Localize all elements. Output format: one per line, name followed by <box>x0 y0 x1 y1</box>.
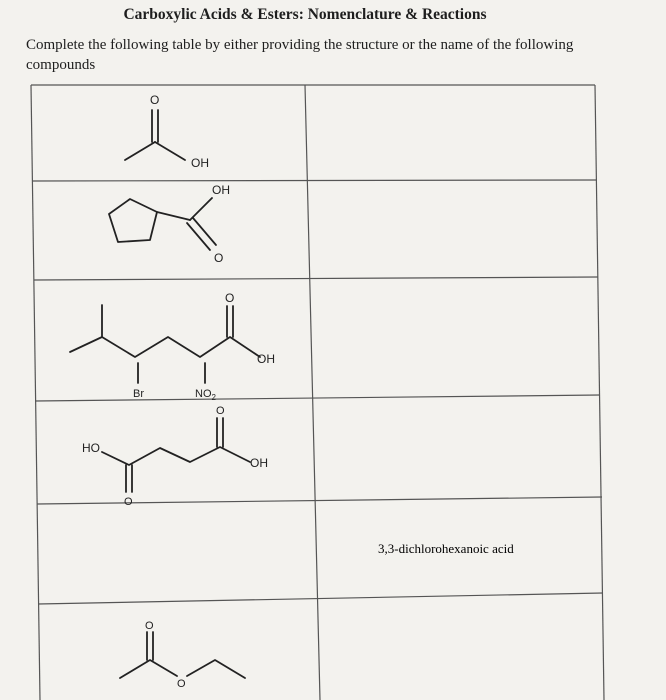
row-divider-1 <box>32 180 597 181</box>
table-right-border <box>595 85 604 700</box>
row-1-structure <box>125 93 209 170</box>
structure-atom-label: O <box>216 405 225 417</box>
structure-atom-label: O <box>150 93 160 107</box>
structure-atom-label: O <box>177 678 186 690</box>
table-column-divider <box>305 85 320 700</box>
structure-atom-label: $NO_2$ <box>195 388 216 402</box>
structure-atom-label: OH <box>250 456 268 470</box>
row-2-structure <box>109 183 230 265</box>
row-divider-2 <box>34 277 598 280</box>
structure-atom-label: O <box>145 620 154 632</box>
page-title: Carboxylic Acids & Esters: Nomenclature & Reactions <box>123 6 487 23</box>
structure-atom-label: OH <box>257 352 275 366</box>
structure-atom-label: O <box>124 496 133 508</box>
instructions-text: Complete the following table by either providing the structure or the name of the following compounds <box>26 37 574 73</box>
row-6-structure <box>120 620 245 690</box>
structure-atom-label: O <box>225 291 235 305</box>
table-grid <box>31 85 604 700</box>
row-4-structure <box>82 363 268 508</box>
row-3-structure <box>70 291 275 366</box>
structure-atom-label: HO <box>82 441 100 455</box>
table-left-border <box>31 85 40 700</box>
structure-atom-label: OH <box>212 183 230 197</box>
row-divider-5 <box>38 593 603 604</box>
structure-atom-label: O <box>214 251 224 265</box>
row-5-name: 3,3-dichlorohexanoic acid <box>378 541 514 556</box>
structure-atom-label: OH <box>191 156 209 170</box>
structure-atom-label: Br <box>133 388 144 400</box>
row-divider-4 <box>37 497 602 504</box>
row-divider-3 <box>35 395 600 401</box>
